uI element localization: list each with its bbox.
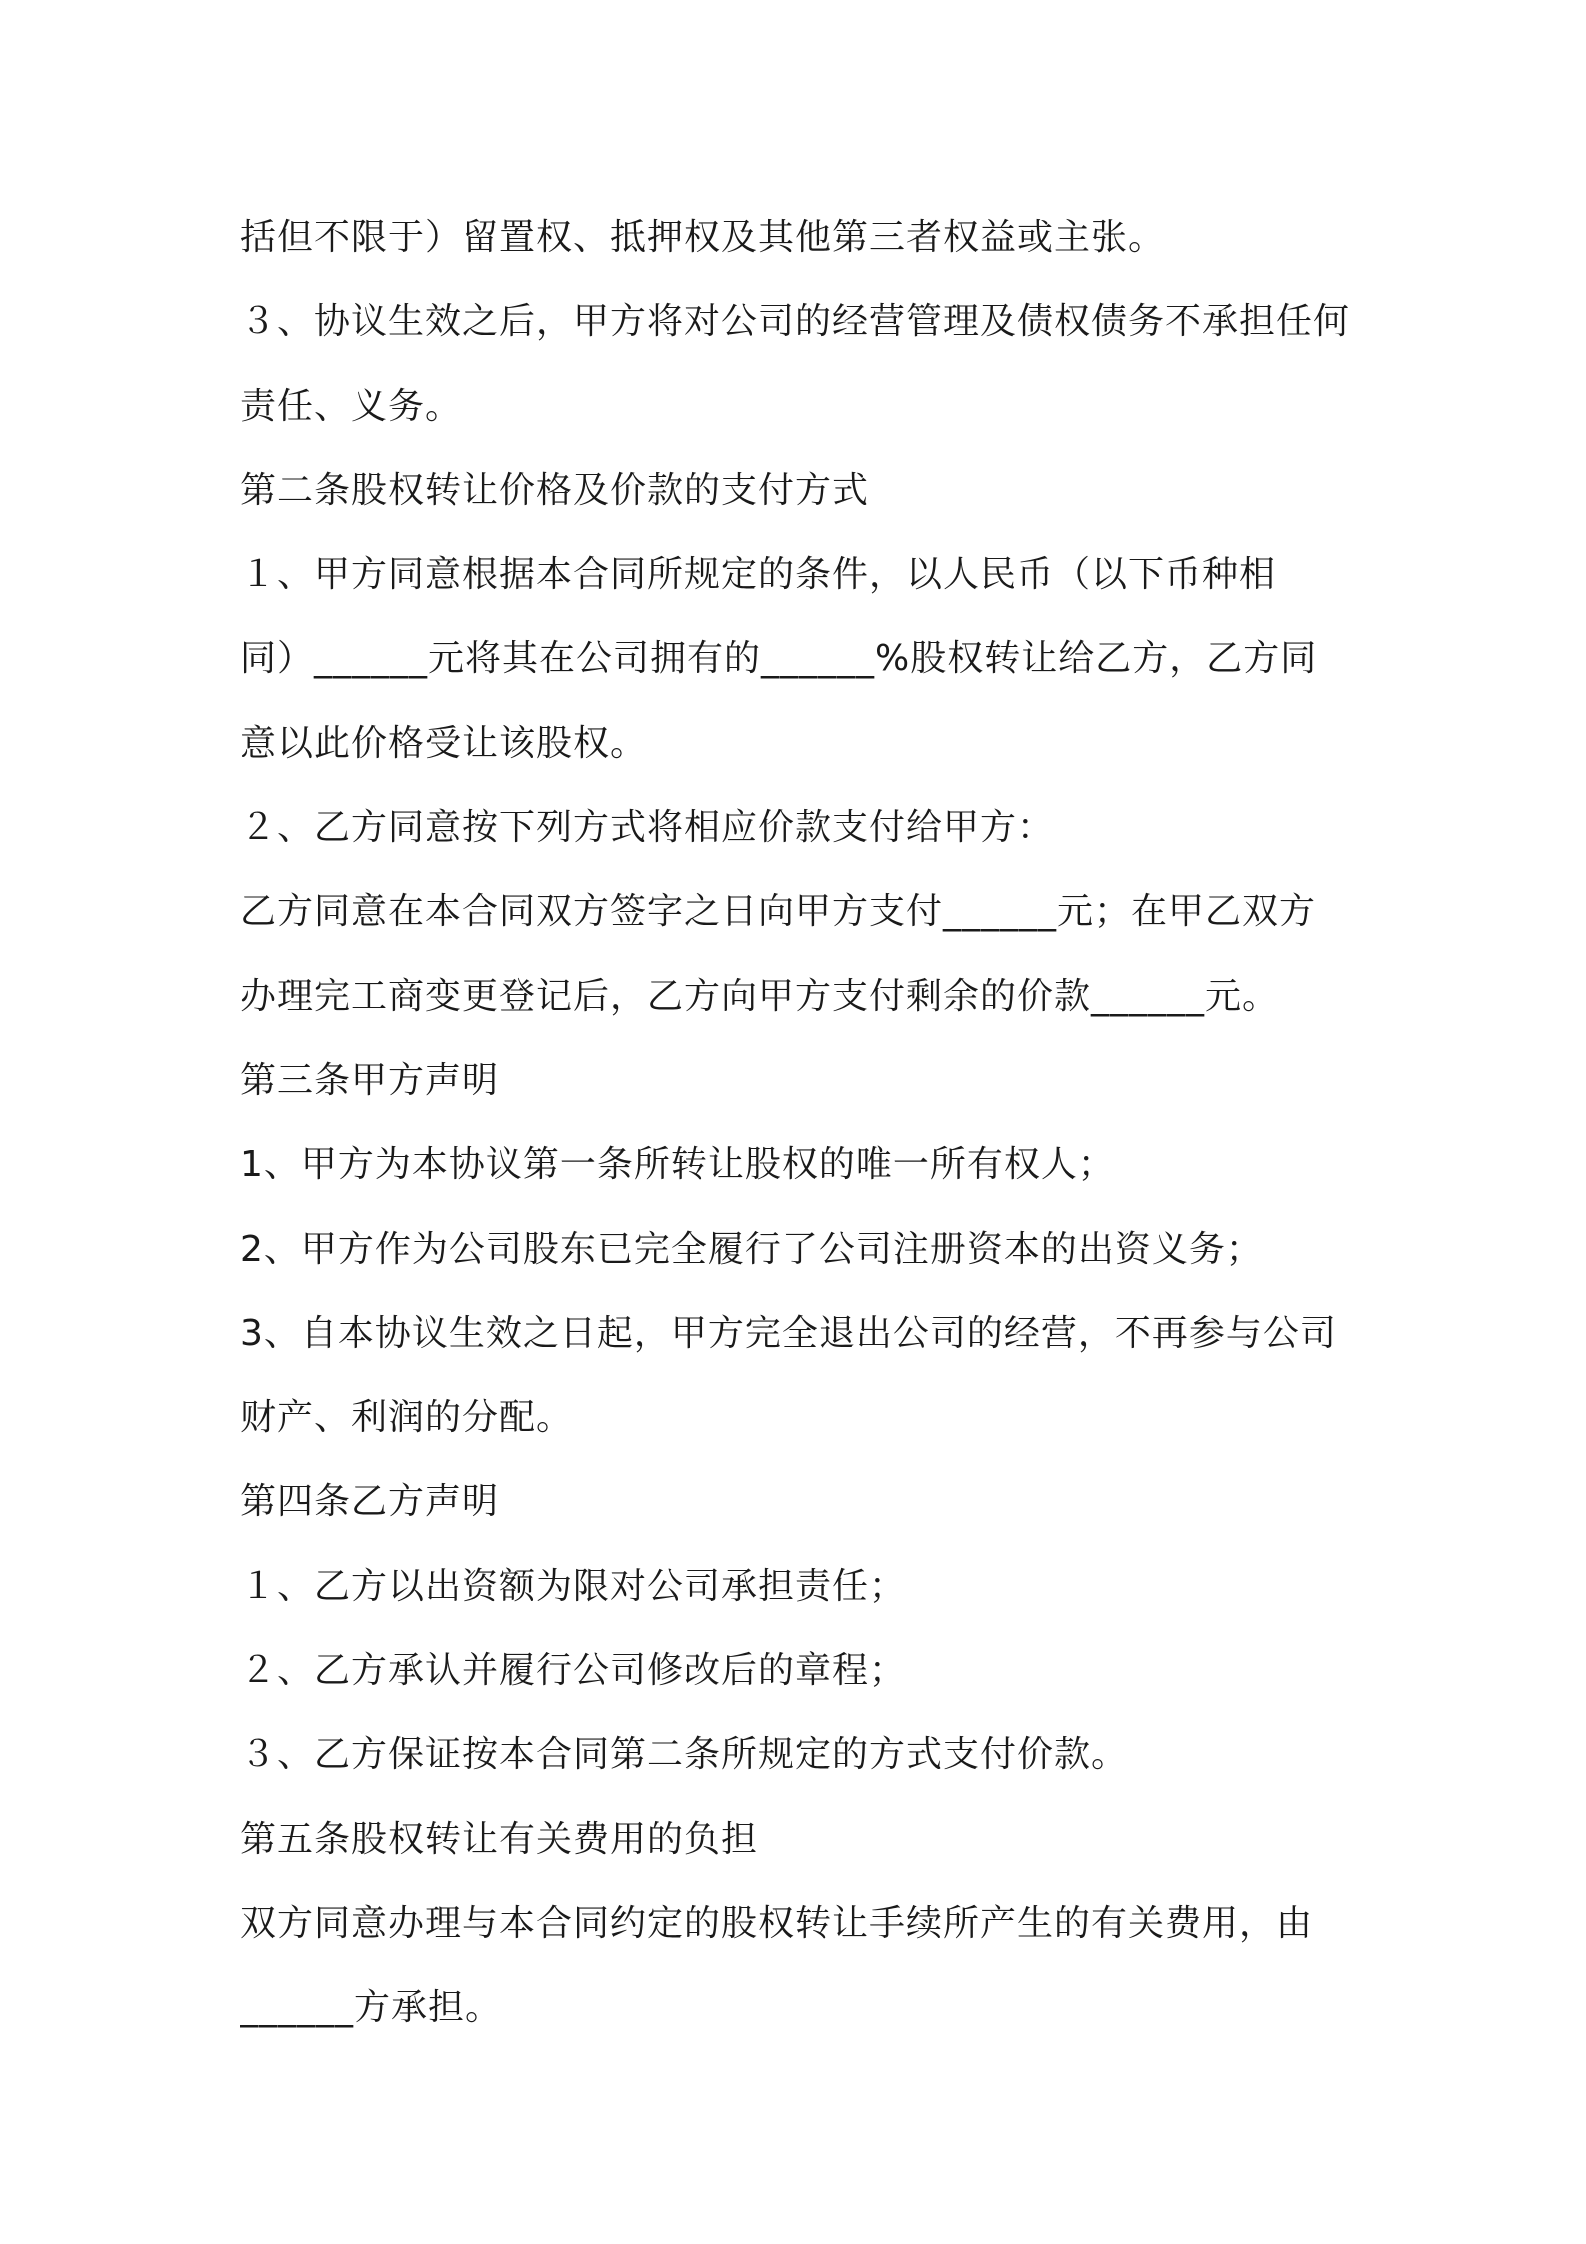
- text-line: ３、协议生效之后，甲方将对公司的经营管理及债权债务不承担任何: [240, 301, 1351, 343]
- section-heading: 第四条乙方声明: [240, 1481, 500, 1523]
- text-line: ２、乙方承认并履行公司修改后的章程；: [240, 1650, 907, 1692]
- text-line: ２、乙方同意按下列方式将相应价款支付给甲方：: [240, 807, 1055, 849]
- text-line: 乙方同意在本合同双方签字之日向甲方支付______元；在甲乙双方: [240, 891, 1317, 933]
- text-line: 责任、义务。: [240, 385, 463, 427]
- section-heading: 第五条股权转让有关费用的负担: [240, 1818, 759, 1860]
- text-line: 2、甲方作为公司股东已完全履行了公司注册资本的出资义务；: [240, 1228, 1263, 1270]
- text-line: 同）______元将其在公司拥有的______%股权转让给乙方，乙方同: [240, 638, 1318, 680]
- text-line: 财产、利润的分配。: [240, 1397, 574, 1439]
- section-heading: 第二条股权转让价格及价款的支付方式: [240, 469, 870, 511]
- text-line: 意以此价格受让该股权。: [240, 722, 648, 764]
- text-line: 双方同意办理与本合同约定的股权转让手续所产生的有关费用，由: [240, 1902, 1314, 1944]
- text-line: ３、乙方保证按本合同第二条所规定的方式支付价款。: [240, 1734, 1129, 1776]
- section-heading: 第三条甲方声明: [240, 1059, 500, 1101]
- text-line: １、甲方同意根据本合同所规定的条件，以人民币（以下币种相: [240, 554, 1277, 596]
- document-body: [240, 196, 1360, 2051]
- text-line: 3、自本协议生效之日起，甲方完全退出公司的经营，不再参与公司: [240, 1312, 1337, 1354]
- text-line: 括但不限于）留置权、抵押权及其他第三者权益或主张。: [240, 217, 1166, 258]
- text-line: 1、甲方为本协议第一条所转让股权的唯一所有权人；: [240, 1144, 1115, 1186]
- text-line: 办理完工商变更登记后，乙方向甲方支付剩余的价款______元。: [240, 975, 1280, 1017]
- text-line: １、乙方以出资额为限对公司承担责任；: [240, 1565, 907, 1607]
- text-line: ______方承担。: [240, 1987, 503, 2029]
